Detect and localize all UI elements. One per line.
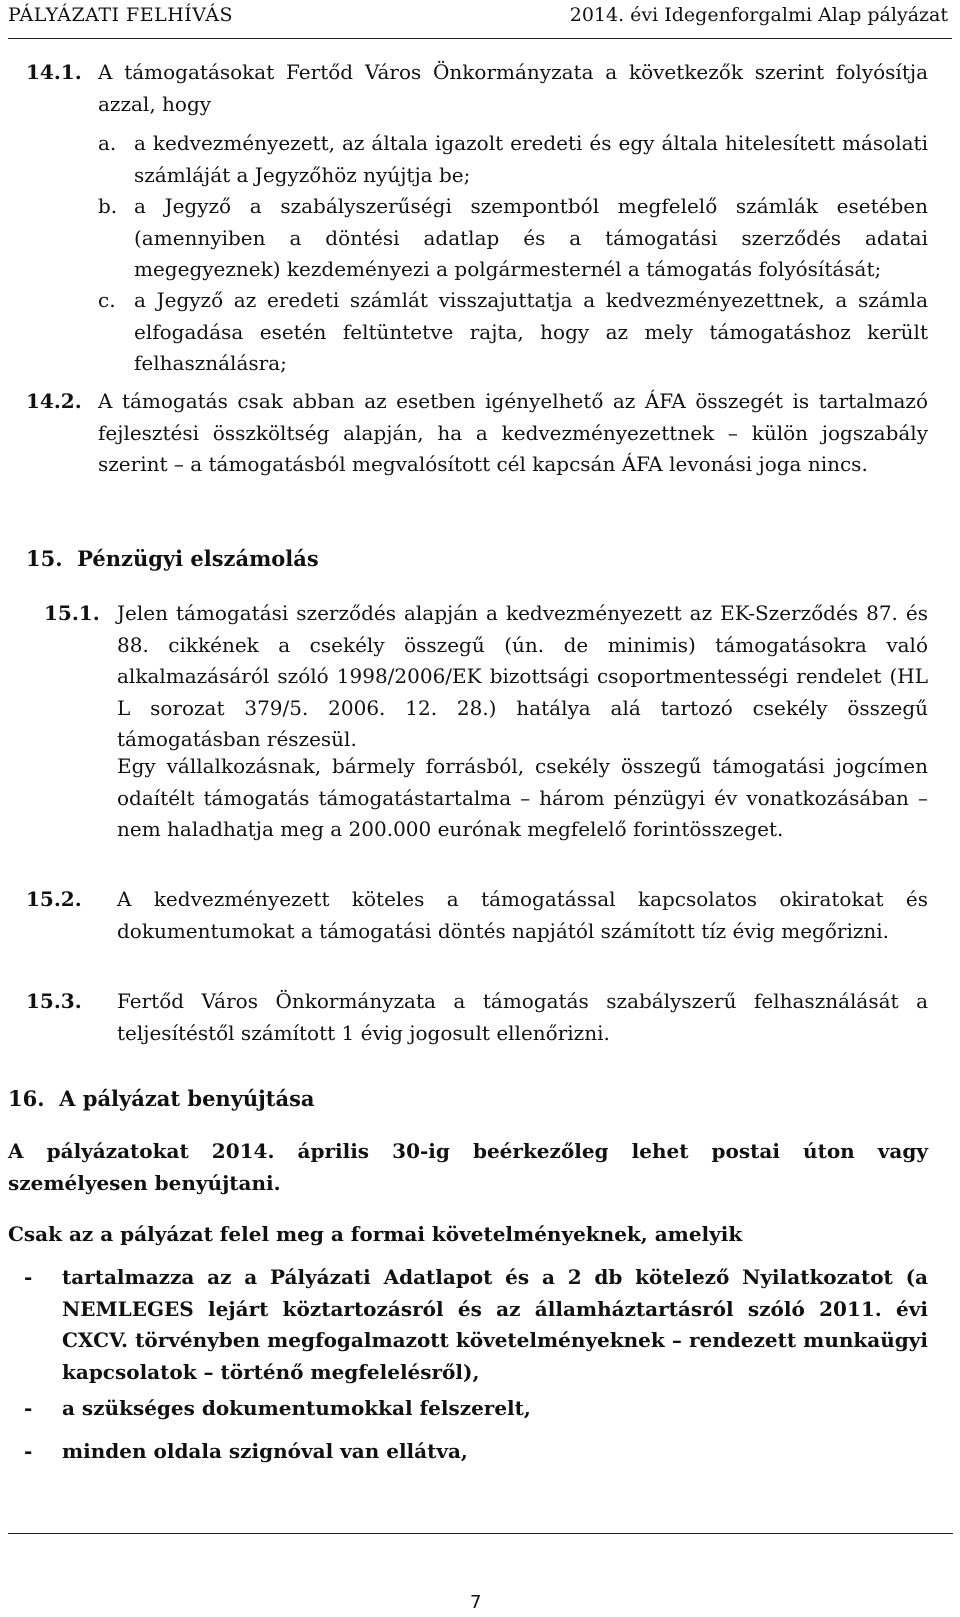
section-14-1-number: 14.1. [26,60,82,84]
requirement-item-3: minden oldala szignóval van ellátva, [62,1439,468,1463]
list-marker-a: a. [98,131,117,155]
requirement-item-1: tartalmazza az a Pályázati Adatlapot és a 2 db kötelező Nyilatkozatot (a NEMLEGES lejárt köztartozásról és az államháztartásról szóló 2011. évi CXCV. törvényben megfogalmazott követelményeknek – rendezett munkaügyi kapcsolatok – történő megfelelésről), [62,1265,928,1384]
section-14-1-text: A támogatásokat Fertőd Város Önkormányzata a következők szerint folyósítja azzal, hogy [98,60,928,116]
section-15-1-text-2: Egy vállalkozásnak, bármely forrásból, csekély összegű támogatási jogcímen odaítélt támogatás támogatástartalma – három pénzügyi év vonatkozásában – nem haladhatja meg a 200.000 eurónak megfelelő forintösszeget. [117,754,928,841]
section-15-3-text: Fertőd Város Önkormányzata a támogatás szabályszerű felhasználását a teljesítéstől számított 1 évig jogosult ellenőrizni. [117,989,928,1045]
list-marker-b: b. [98,194,118,218]
page-header [0,0,960,40]
bullet-dash-1: - [24,1265,33,1289]
footer-divider [8,1533,953,1534]
header-divider [8,38,952,39]
requirements-intro: Csak az a pályázat felel meg a formai követelményeknek, amelyik [8,1222,743,1246]
list-item-c: a Jegyző az eredeti számlát visszajuttatja a kedvezményezettnek, a számla elfogadása esetén feltüntetve rajta, hogy az mely támogatáshoz került felhasználásra; [134,288,928,375]
section-15-heading: 15. Pénzügyi elszámolás [26,546,319,571]
section-15-2-text: A kedvezményezett köteles a támogatással kapcsolatos okiratokat és dokumentumokat a támogatási döntés napjától számított tíz évig megőrizni. [117,887,928,943]
requirement-item-2: a szükséges dokumentumokkal felszerelt, [62,1396,531,1420]
section-14-2-number: 14.2. [26,389,82,413]
section-14-2-text: A támogatás csak abban az esetben igényelhető az ÁFA összegét is tartalmazó fejlesztési összköltség alapján, ha a kedvezményezettnek – külön jogszabály szerint – a támogatásból megvalósított cél kapcsán ÁFA levonási joga nincs. [98,389,928,476]
section-15-1-text: Jelen támogatási szerződés alapján a kedvezményezett az EK-Szerződés 87. és 88. cikkének a csekély összegű (ún. de minimis) támogatásokra való alkalmazásáról szóló 1998/2006/EK bizottsági csoportmentességi rendelet (HL L sorozat 379/5. 2006. 12. 28.) hatálya alá tartozó csekély összegű támogatásban részesül. [117,601,928,751]
section-16-heading: 16. A pályázat benyújtása [8,1086,315,1111]
header-title: PÁLYÁZATI FELHÍVÁS [8,4,233,26]
section-15-3-number: 15.3. [26,989,82,1013]
section-15-1-number: 15.1. [44,601,100,625]
section-15-2-number: 15.2. [26,887,82,911]
submission-deadline-text: A pályázatokat 2014. április 30-ig beérkezőleg lehet postai úton vagy személyesen benyújtani. [8,1139,928,1195]
list-item-b: a Jegyző a szabályszerűségi szempontból megfelelő számlák esetében (amennyiben a döntési adatlap és a támogatási szerződés adatai megegyeznek) kezdeményezi a polgármesternél a támogatás folyósítását; [134,194,928,281]
bullet-dash-3: - [24,1439,33,1463]
header-subtitle: 2014. évi Idegenforgalmi Alap pályázat [569,4,948,26]
list-item-a: a kedvezményezett, az általa igazolt eredeti és egy általa hitelesített másolati számláját a Jegyzőhöz nyújtja be; [134,131,928,187]
bullet-dash-2: - [24,1396,33,1420]
page-number: 7 [470,1592,482,1613]
list-marker-c: c. [98,288,116,312]
